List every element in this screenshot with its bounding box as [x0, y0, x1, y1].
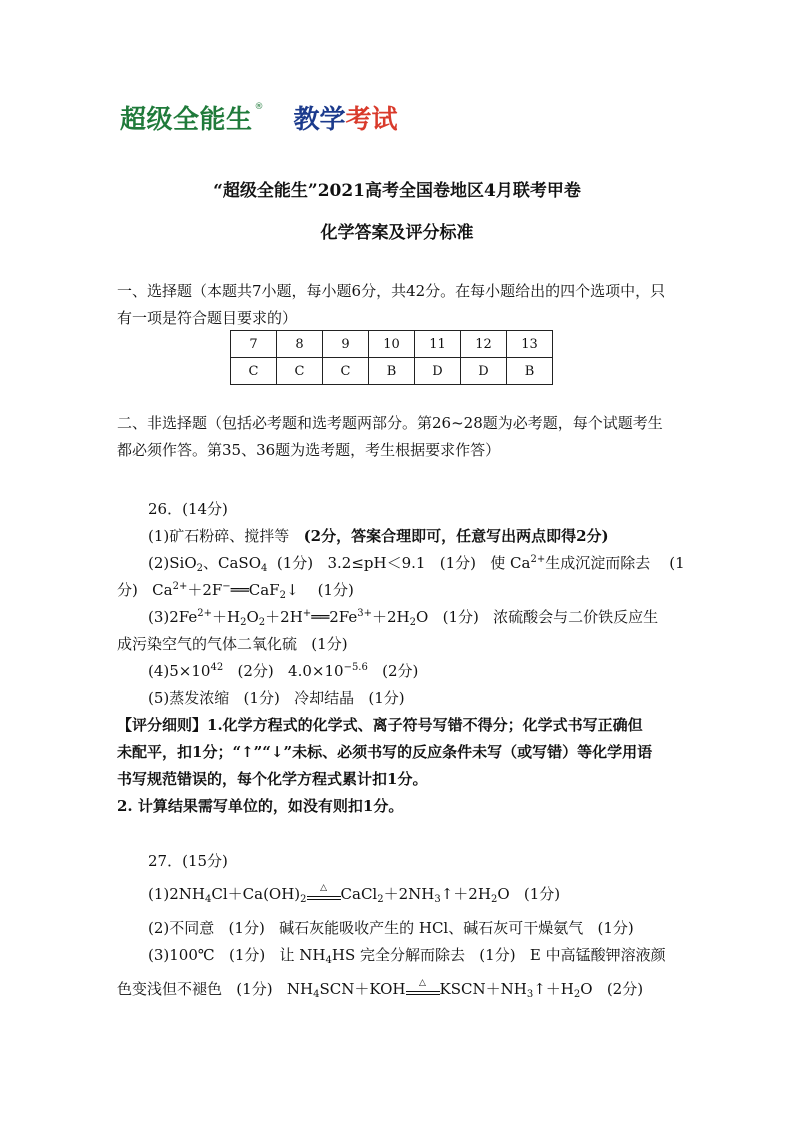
text-run: O [246, 608, 259, 626]
q26-answer-3-cont: 成污染空气的气体二氧化硫 (1分) [117, 635, 348, 653]
superscript: 2+ [530, 554, 546, 565]
subscript: 2 [258, 617, 266, 628]
subscript: 4 [313, 989, 320, 1000]
grading-rule-line-4: 2. 计算结果需写单位的，如没有则扣1分。 [117, 797, 404, 815]
text-run: (3)2Fe [148, 608, 198, 626]
subscript: 4 [261, 563, 268, 574]
question-number: 11 [415, 331, 461, 358]
brand-logo-text: 超级全能生 [120, 105, 253, 135]
answer-cell: B [369, 358, 415, 385]
text-run: ＋2NH [383, 885, 435, 903]
q26-answer-4 [148, 660, 688, 681]
q27-answer-3 [148, 944, 688, 966]
text-run: KSCN＋NH [439, 980, 527, 998]
q26-answer-1-text: (1)矿石粉碎、搅拌等 [148, 527, 290, 545]
text-run: ＋2H [372, 608, 410, 626]
text-run: ↓ (1分) [285, 581, 354, 599]
answer-table-numbers-row [231, 331, 553, 358]
question-number: 12 [461, 331, 507, 358]
text-run: SCN＋KOH [319, 980, 406, 998]
subscript: 2 [490, 894, 498, 905]
q26-answer-2-cont [117, 579, 657, 601]
q26-answer-1-note: (2分，答案合理即可，任意写出两点即得2分) [303, 527, 609, 545]
superscript: −5.6 [343, 662, 368, 673]
superscript: 42 [210, 662, 224, 673]
text-run: O (1分) 浓硫酸会与二价铁反应生 [416, 608, 659, 626]
registered-mark: ® [254, 102, 264, 112]
header-logo [120, 100, 398, 136]
text-run: (2分) 4.0×10 [223, 662, 344, 680]
text-run: O (1分) [497, 885, 561, 903]
section1-intro: 一、选择题（本题共7小题，每小题6分，共42分。在每小题给出的四个选项中，只有一项是符合题目要求的） [117, 282, 666, 327]
subscript: 2 [279, 590, 286, 601]
brand-subtitle [294, 99, 398, 136]
text-run: (2分) [367, 662, 419, 680]
brand-subtitle-part1: 教学 [293, 105, 346, 135]
text-run: (3)100℃ (1分) 让 NH [148, 946, 326, 964]
text-run: O (2分) [580, 980, 644, 998]
text-run: (1分) 3.2≤pH＜9.1 (1分) 使 Ca [267, 554, 531, 572]
answer-cell: D [461, 358, 507, 385]
text-run: 生成沉淀而除去 (1 [545, 554, 685, 572]
document-title: “超级全能生”2021高考全国卷地区4月联考甲卷 [213, 181, 581, 201]
q26-answer-2 [148, 552, 688, 574]
subscript: 4 [205, 894, 212, 905]
superscript: 3+ [357, 608, 373, 619]
answer-cell: C [277, 358, 323, 385]
superscript: 2+ [197, 608, 213, 619]
grading-rule-line-1: 【评分细则】1.化学方程式的化学式、离子符号写错不得分；化学式书写正确但 [117, 716, 643, 734]
superscript: + [302, 608, 312, 619]
heat-icon: △ [320, 883, 327, 893]
question-number: 8 [277, 331, 323, 358]
superscript: − [222, 581, 231, 592]
q27-answer-3-cont [117, 978, 657, 1000]
answer-cell: C [231, 358, 277, 385]
heat-condition-symbol [307, 883, 341, 903]
text-run: Cl＋Ca(OH) [211, 885, 301, 903]
text-run: ↑＋H [533, 980, 574, 998]
q26-header: 26．(14分) [148, 500, 228, 518]
grading-rule-line-3: 书写规范错误的，每个化学方程式累计扣1分。 [117, 770, 428, 788]
answer-table [230, 330, 553, 385]
answer-cell: B [507, 358, 553, 385]
text-run: (4)5×10 [148, 662, 211, 680]
superscript: 2+ [172, 581, 188, 592]
text-run: ＋H [212, 608, 241, 626]
text-run: 、CaSO [203, 554, 261, 572]
q26-answer-1 [148, 525, 688, 546]
subscript: 3 [526, 989, 534, 1000]
text-run: (2)SiO [148, 554, 197, 572]
heat-icon: △ [419, 978, 426, 988]
q27-header: 27．(15分) [148, 852, 228, 870]
subscript: 2 [196, 563, 203, 574]
text-run: 分) Ca [117, 581, 173, 599]
brand-subtitle-part2: 考试 [345, 105, 398, 135]
q27-answer-1 [148, 883, 688, 905]
subscript: 4 [325, 955, 332, 966]
text-run: ＋2H [265, 608, 303, 626]
answer-cell: C [323, 358, 369, 385]
heat-condition-symbol [406, 978, 440, 998]
section2-intro: 二、非选择题（包括必考题和选考题两部分。第26~28题为必考题，每个试题考生都必须作答。第35、36题为选考题，考生根据要求作答） [117, 414, 663, 459]
text-run: ══CaF [230, 581, 280, 599]
question-number: 13 [507, 331, 553, 358]
text-run: ↑＋2H [440, 885, 491, 903]
question-number: 9 [323, 331, 369, 358]
answer-cell: D [415, 358, 461, 385]
grading-rule-line-2: 未配平，扣1分；“↑”“↓”未标、必须书写的反应条件未写（或写错）等化学用语 [117, 743, 653, 761]
subscript: 2 [240, 617, 247, 628]
text-run: CaCl [340, 885, 378, 903]
text-run: ══2Fe [311, 608, 358, 626]
q26-answer-3 [148, 606, 688, 628]
q26-answer-5: (5)蒸发浓缩 (1分) 冷却结晶 (1分) [148, 689, 405, 707]
document-subtitle: 化学答案及评分标准 [320, 223, 474, 243]
text-run: (1)2NH [148, 885, 205, 903]
subscript: 3 [434, 894, 441, 905]
answer-table-answers-row [231, 358, 553, 385]
subscript: 2 [573, 989, 581, 1000]
text-run: ＋2F [187, 581, 223, 599]
q27-answer-2: (2)不同意 (1分) 碱石灰能吸收产生的 HCl、碱石灰可干燥氨气 (1分) [148, 919, 634, 937]
subscript: 2 [300, 894, 307, 905]
subscript: 2 [409, 617, 417, 628]
text-run: HS 完全分解而除去 (1分) E 中高锰酸钾溶液颜 [331, 946, 666, 964]
question-number: 10 [369, 331, 415, 358]
question-number: 7 [231, 331, 277, 358]
subscript: 2 [377, 894, 384, 905]
text-run: 色变浅但不褪色 (1分) NH [117, 980, 314, 998]
